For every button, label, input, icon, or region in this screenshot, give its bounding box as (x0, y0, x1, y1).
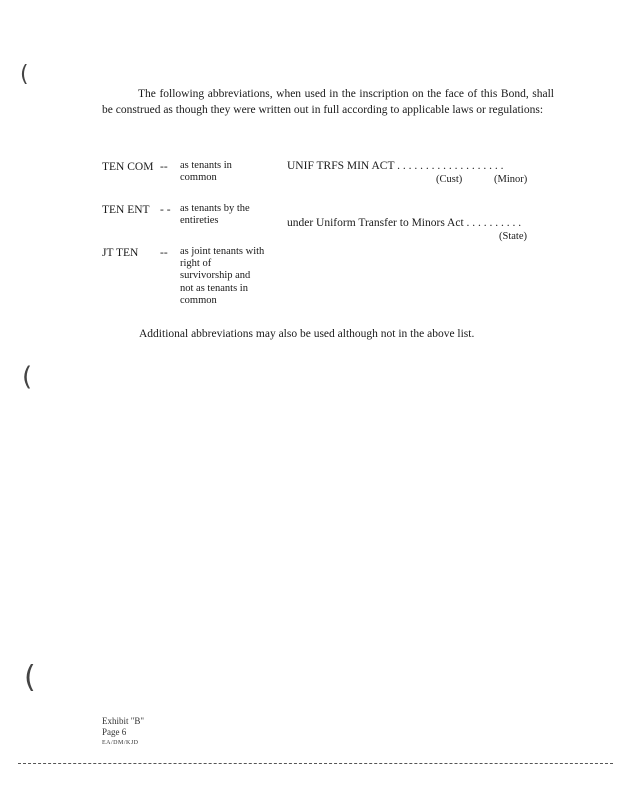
abbreviation-dash: - - (160, 204, 171, 216)
minor-label: (Minor) (494, 174, 528, 185)
scan-artifact-bracket: ( (22, 362, 33, 392)
document-code: EA/DM/KJD (102, 740, 139, 746)
uniform-transfer-line: under Uniform Transfer to Minors Act . . . . . . . . . . (287, 217, 522, 229)
abbreviation-dash: -- (160, 161, 168, 173)
intro-paragraph: The following abbreviations, when used in the inscription on the face of this Bond, shall be construed as though they were written out in full according to applicable laws or regulations: (102, 88, 554, 116)
state-label: (State) (499, 231, 527, 242)
exhibit-label: Exhibit "B" (102, 716, 145, 726)
scan-artifact-bracket: ( (24, 660, 36, 695)
abbreviation-key: TEN ENT (102, 204, 150, 216)
abbreviation-meaning: as joint tenants with right of survivorship and not as tenants in common (180, 246, 265, 306)
closing-note: Additional abbreviations may also be used although not in the above list. (139, 328, 475, 340)
abbreviation-key: JT TEN (102, 247, 139, 259)
page-number: Page 6 (102, 727, 127, 737)
cust-label: (Cust) (436, 174, 463, 185)
abbreviation-key: TEN COM (102, 161, 154, 173)
abbreviation-meaning: as tenants in common (180, 160, 232, 184)
abbreviation-meaning: as tenants by the entireties (180, 203, 250, 227)
footer (102, 716, 144, 749)
bottom-rule (18, 763, 613, 764)
scan-artifact-bracket: ( (20, 62, 29, 87)
abbreviation-dash: -- (160, 247, 168, 259)
unif-trfs-min-act-line: UNIF TRFS MIN ACT . . . . . . . . . . . . . . . . . . . (287, 160, 504, 172)
